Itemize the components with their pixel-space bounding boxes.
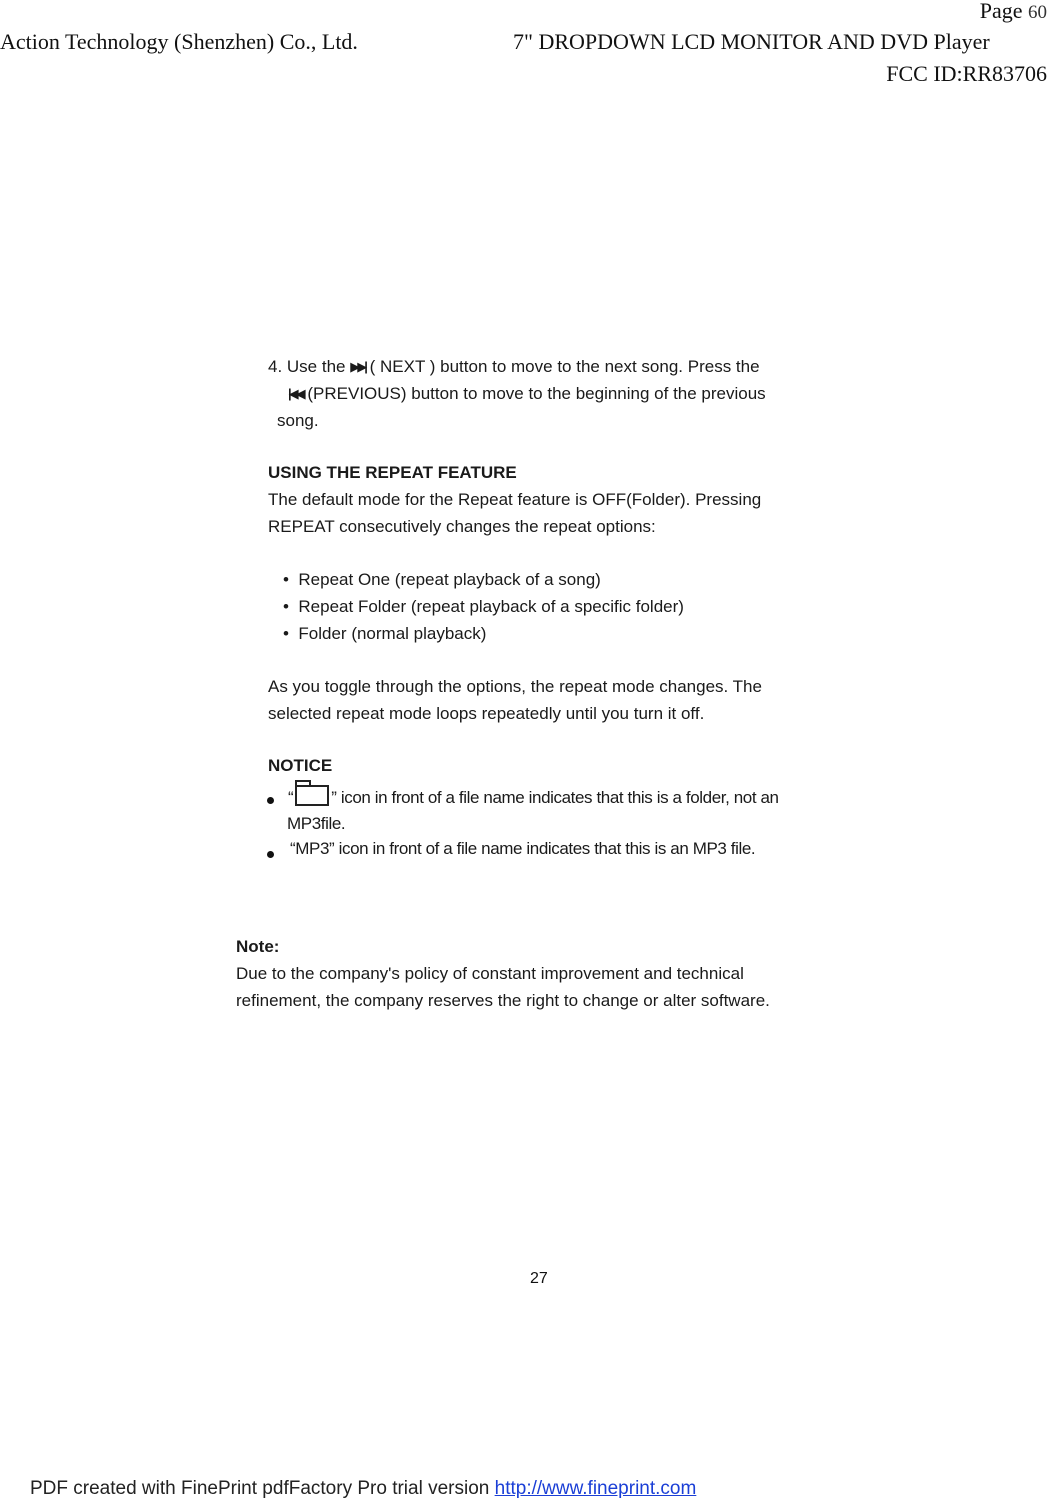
notice-bullet — [267, 851, 274, 858]
notice-item1-open-quote: “ — [288, 788, 294, 807]
repeat-option-text: Repeat Folder (repeat playback of a specific folder) — [298, 597, 684, 616]
page-label-text: Page — [979, 0, 1023, 23]
footer-link[interactable]: http://www.fineprint.com — [494, 1478, 697, 1499]
notice-heading: NOTICE — [268, 756, 333, 775]
toggle-line1: As you toggle through the options, the repeat mode changes. The — [268, 677, 762, 696]
toggle-line2: selected repeat mode loops repeatedly until you turn it off. — [268, 704, 705, 723]
notice-item1 — [288, 785, 779, 808]
company-name: Action Technology (Shenzhen) Co., Ltd. — [0, 29, 358, 54]
notice-item2: “MP3” icon in front of a file name indicates that this is an MP3 file. — [290, 839, 756, 858]
repeat-option-text: Folder (normal playback) — [298, 624, 487, 643]
product-title: 7" DROPDOWN LCD MONITOR AND DVD Player — [513, 29, 990, 54]
repeat-option: • Repeat Folder (repeat playback of a specific folder) — [283, 597, 684, 616]
manual-page-number: 27 — [530, 1270, 548, 1287]
step4-line3: song. — [277, 411, 319, 430]
repeat-option: • Folder (normal playback) — [283, 624, 487, 643]
notice-bullet — [267, 797, 274, 804]
step4-intro: 4. Use the — [268, 357, 346, 376]
fcc-id: FCC ID:RR83706 — [886, 61, 1047, 86]
folder-icon — [295, 785, 329, 806]
pdf-footer — [30, 1478, 696, 1500]
step4-next-text: ( NEXT ) button to move to the next song. Press the — [369, 357, 760, 376]
notice-item1-text: ” icon in front of a file name indicates that this is a folder, not an — [331, 788, 779, 807]
step4-line1 — [268, 357, 760, 377]
notice-item1-line2: MP3file. — [287, 814, 346, 833]
next-icon: ▶▶| — [350, 359, 365, 374]
page-number: 60 — [1028, 2, 1047, 23]
repeat-intro-line1: The default mode for the Repeat feature is OFF(Folder). Pressing — [268, 490, 762, 509]
step4-prev-text: (PREVIOUS) button to move to the beginning of the previous — [307, 384, 766, 403]
repeat-option: • Repeat One (repeat playback of a song) — [283, 570, 601, 589]
repeat-heading: USING THE REPEAT FEATURE — [268, 463, 517, 482]
note-heading: Note: — [236, 937, 280, 956]
note-line2: refinement, the company reserves the right to change or alter software. — [236, 991, 770, 1010]
note-line1: Due to the company's policy of constant improvement and technical — [236, 964, 744, 983]
page-label — [980, 0, 1047, 24]
repeat-option-text: Repeat One (repeat playback of a song) — [298, 570, 601, 589]
previous-icon: |◀◀ — [288, 386, 303, 401]
footer-text: PDF created with FinePrint pdfFactory Pro trial version — [30, 1478, 490, 1499]
step4-line2 — [288, 384, 766, 404]
repeat-intro-line2: REPEAT consecutively changes the repeat options: — [268, 517, 656, 536]
